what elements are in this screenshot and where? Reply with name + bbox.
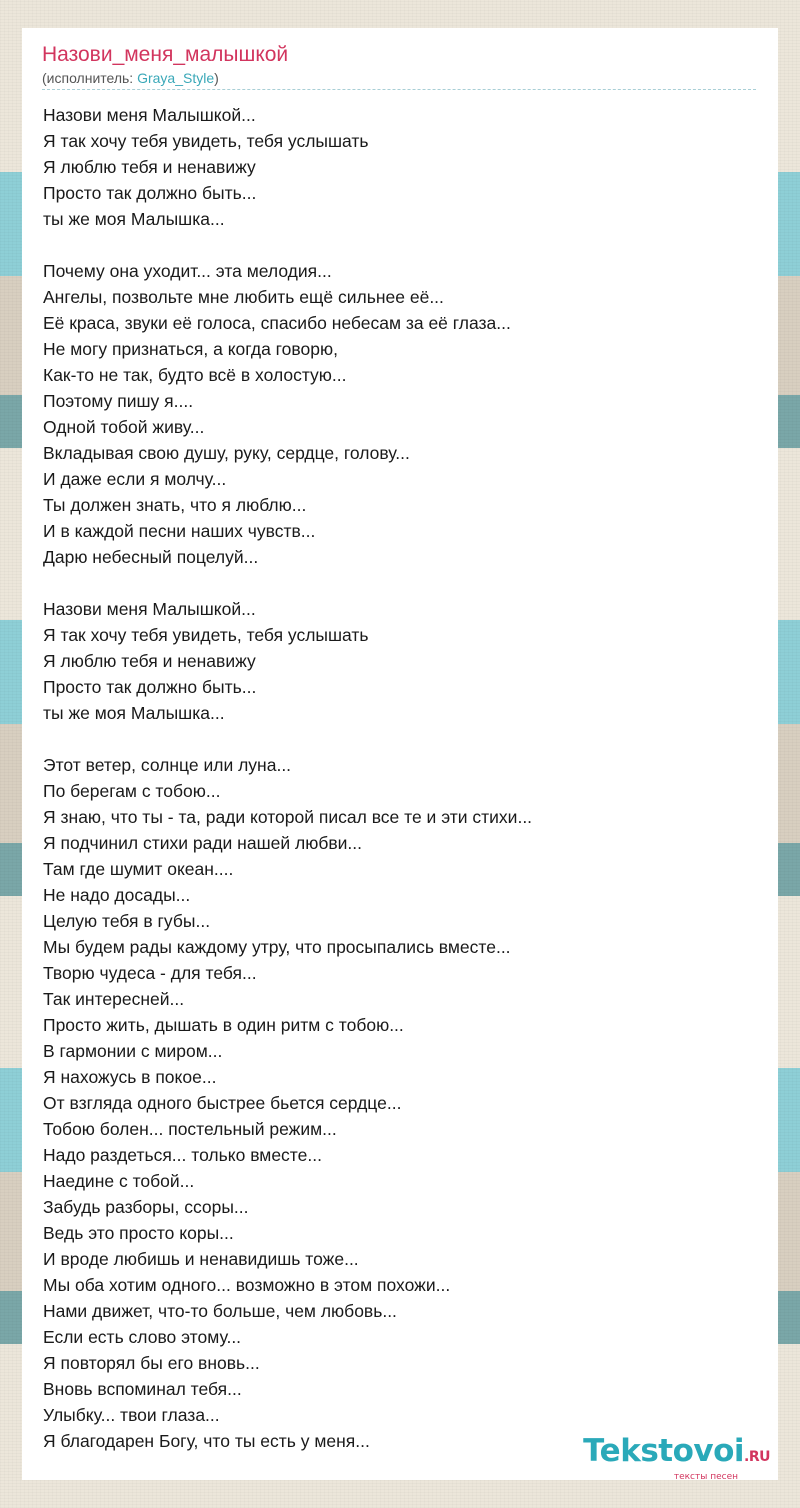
lyrics-card — [22, 28, 778, 1480]
lyric-line: Дарю небесный поцелуй... — [43, 547, 259, 567]
lyric-line: Почему она уходит... эта мелодия... — [43, 261, 332, 281]
lyric-line: Просто так должно быть... — [43, 183, 257, 203]
lyric-line: Творю чудеса - для тебя... — [43, 963, 257, 983]
site-logo[interactable] — [583, 1434, 770, 1482]
lyric-line: Мы будем рады каждому утру, что просыпались вместе... — [43, 937, 511, 957]
lyric-line: Тобою болен... постельный режим... — [43, 1119, 337, 1139]
lyric-line: И в каждой песни наших чувств... — [43, 521, 316, 541]
lyric-line: Просто так должно быть... — [43, 677, 257, 697]
lyric-line: Я повторял бы его вновь... — [43, 1353, 260, 1373]
lyric-line: Так интересней... — [43, 989, 185, 1009]
lyric-line: Я подчинил стихи ради нашей любви... — [43, 833, 363, 853]
logo-tld: .RU — [744, 1449, 770, 1465]
artist-prefix: (исполнитель: — [42, 70, 138, 86]
lyric-line: Надо раздеться... только вместе... — [43, 1145, 322, 1165]
lyric-line: ты же моя Малышка... — [43, 209, 225, 229]
lyrics-text — [22, 90, 778, 1454]
lyric-line: Не надо досады... — [43, 885, 191, 905]
lyric-line: Там где шумит океан.... — [43, 859, 234, 879]
lyric-line: От взгляда одного быстрее бьется сердце... — [43, 1093, 402, 1113]
lyric-line: Улыбку... твои глаза... — [43, 1405, 220, 1425]
lyric-line: Одной тобой живу... — [43, 417, 205, 437]
lyric-line: Если есть слово этому... — [43, 1327, 242, 1347]
lyric-line: Вкладывая свою душу, руку, сердце, голову... — [43, 443, 410, 463]
logo-wordmark — [583, 1434, 770, 1474]
lyric-line: Мы оба хотим одного... возможно в этом похожи... — [43, 1275, 451, 1295]
lyric-line: Вновь вспоминал тебя... — [43, 1379, 242, 1399]
lyric-line: Я так хочу тебя увидеть, тебя услышать — [43, 131, 369, 151]
lyric-line: И даже если я молчу... — [43, 469, 227, 489]
lyric-line: Целую тебя в губы... — [43, 911, 211, 931]
lyric-line: Не могу признаться, а когда говорю, — [43, 339, 338, 359]
lyric-line: Этот ветер, солнце или луна... — [43, 755, 292, 775]
lyric-line: Поэтому пишу я.... — [43, 391, 194, 411]
lyric-line — [43, 232, 778, 258]
lyric-line: Ангелы, позвольте мне любить ещё сильнее её... — [43, 287, 444, 307]
lyric-line: Забудь разборы, ссоры... — [43, 1197, 249, 1217]
lyric-line: Ведь это просто коры... — [43, 1223, 234, 1243]
lyric-line — [43, 570, 778, 596]
lyric-line: ты же моя Малышка... — [43, 703, 225, 723]
logo-name: Tekstovoi — [583, 1433, 745, 1469]
lyric-line: И вроде любишь и ненавидишь тоже... — [43, 1249, 359, 1269]
artist-link[interactable]: Graya_Style — [137, 70, 215, 86]
lyric-line: Я люблю тебя и ненавижу — [43, 651, 256, 671]
lyric-line: Как-то не так, будто всё в холостую... — [43, 365, 347, 385]
lyric-line: Наедине с тобой... — [43, 1171, 195, 1191]
lyric-line: По берегам с тобою... — [43, 781, 221, 801]
lyric-line: Я знаю, что ты - та, ради которой писал все те и эти стихи... — [43, 807, 533, 827]
lyric-line: Просто жить, дышать в один ритм с тобою... — [43, 1015, 404, 1035]
logo-tagline: тексты песен — [673, 1472, 738, 1482]
lyric-line: Я так хочу тебя увидеть, тебя услышать — [43, 625, 369, 645]
lyric-line: Её краса, звуки её голоса, спасибо небесам за её глаза... — [43, 313, 511, 333]
artist-suffix: ) — [214, 70, 219, 86]
lyric-line: Я нахожусь в покое... — [43, 1067, 217, 1087]
lyric-line: Я люблю тебя и ненавижу — [43, 157, 256, 177]
lyric-line: Я благодарен Богу, что ты есть у меня... — [43, 1431, 370, 1451]
lyric-line: Назови меня Малышкой... — [43, 599, 256, 619]
lyric-line: Нами движет, что-то больше, чем любовь... — [43, 1301, 397, 1321]
song-header — [22, 28, 778, 87]
artist-line — [42, 69, 778, 87]
lyric-line: Ты должен знать, что я люблю... — [43, 495, 307, 515]
lyric-line: В гармонии с миром... — [43, 1041, 223, 1061]
lyric-line: Назови меня Малышкой... — [43, 105, 256, 125]
lyric-line — [43, 726, 778, 752]
song-title: Назови_меня_малышкой — [42, 43, 289, 66]
